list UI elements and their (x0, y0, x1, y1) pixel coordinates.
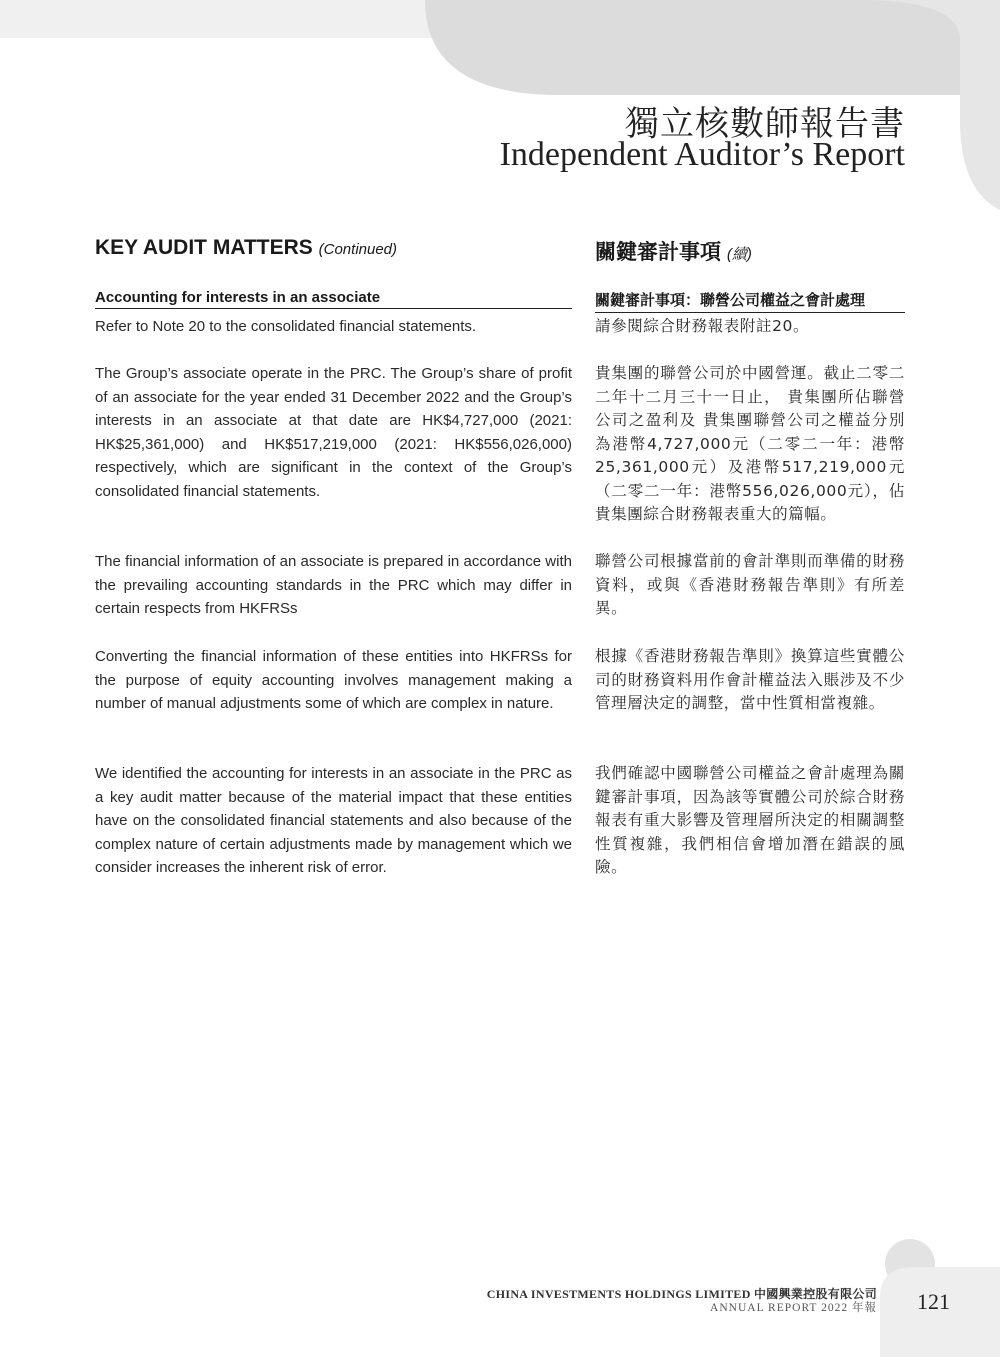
paragraph-zh-1: 請參閱綜合財務報表附註20。 (595, 317, 810, 335)
report-title-english: Independent Auditor’s Report (499, 136, 905, 173)
paragraph-zh-4: 根據《香港財務報告準則》換算這些實體公司的財務資料用作會計權益法入賬涉及不少管理層決定的調整，當中性質相當複雜。 (595, 647, 905, 712)
footer-company-name: CHINA INVESTMENTS HOLDINGS LIMITED 中國興業控股有限公司 (486, 1287, 877, 1301)
section-heading-chinese (595, 236, 752, 266)
paragraph-en-3: The financial information of an associate is prepared in accordance with the prevailing accounting standards in the PRC which may differ in certain respects from HKFRSs (95, 553, 572, 617)
paragraph-zh-2: 貴集團的聯營公司於中國營運。截止二零二二年十二月三十一日止， 貴集團所佔聯營公司之盈利及 貴集團聯營公司之權益分別為港幣4,727,000元（二零二一年：港幣25,361,000元）及港幣517,219,000元（二零二一年：港幣556,026,000元），佔 貴集團綜合財務報表重大的篇幅。 (595, 364, 905, 523)
subsection-heading-chinese: 關鍵審計事項：聯營公司權益之會計處理 (595, 289, 905, 313)
paragraph-en-5: We identified the accounting for interests in an associate in the PRC as a key audit matter because of the material impact that these entities have on the consolidated financial statements and also because of the complex nature of certain adjustments made by management which we consider increases the inherent risk of error. (95, 765, 572, 876)
paragraph-en-1: Refer to Note 20 to the consolidated financial statements. (95, 318, 477, 335)
continued-label-zh: (續) (726, 246, 752, 263)
continued-label: (Continued) (318, 241, 398, 258)
section-title: KEY AUDIT MATTERS (95, 236, 313, 259)
paragraph-en-2: The Group’s associate operate in the PRC. The Group’s share of profit of an associate for the year ended 31 December 2022 and the Group’s interests in an associate at that date are HK$4,727,000 (2021: HK$25,361,000) and HK$517,219,000 (2021: HK$556,026,000) respectively, which are significant in the context of the Group’s consolidated financial statements. (95, 365, 572, 500)
footer-report-label: ANNUAL REPORT 2022 年報 (710, 1302, 877, 1314)
subsection-heading-english: Accounting for interests in an associate (95, 289, 572, 309)
paragraph-zh-3: 聯營公司根據當前的會計準則而準備的財務資料，或與《香港財務報告準則》有所差異。 (595, 552, 905, 617)
paragraph-en-4: Converting the financial information of these entities into HKFRSs for the purpose of equity accounting involves management making a number of manual adjustments some of which are complex in nature. (95, 648, 572, 712)
page-number: 121 (917, 1289, 950, 1314)
section-title-zh: 關鍵審計事項 (595, 241, 721, 264)
paragraph-zh-5: 我們確認中國聯營公司權益之會計處理為關鍵審計事項，因為該等實體公司於綜合財務報表有重大影響及管理層所決定的相關調整性質複雜，我們相信會增加潛在錯誤的風險。 (595, 764, 905, 876)
report-title-chinese: 獨立核數師報告書 (625, 104, 905, 144)
section-heading-english (95, 236, 397, 260)
